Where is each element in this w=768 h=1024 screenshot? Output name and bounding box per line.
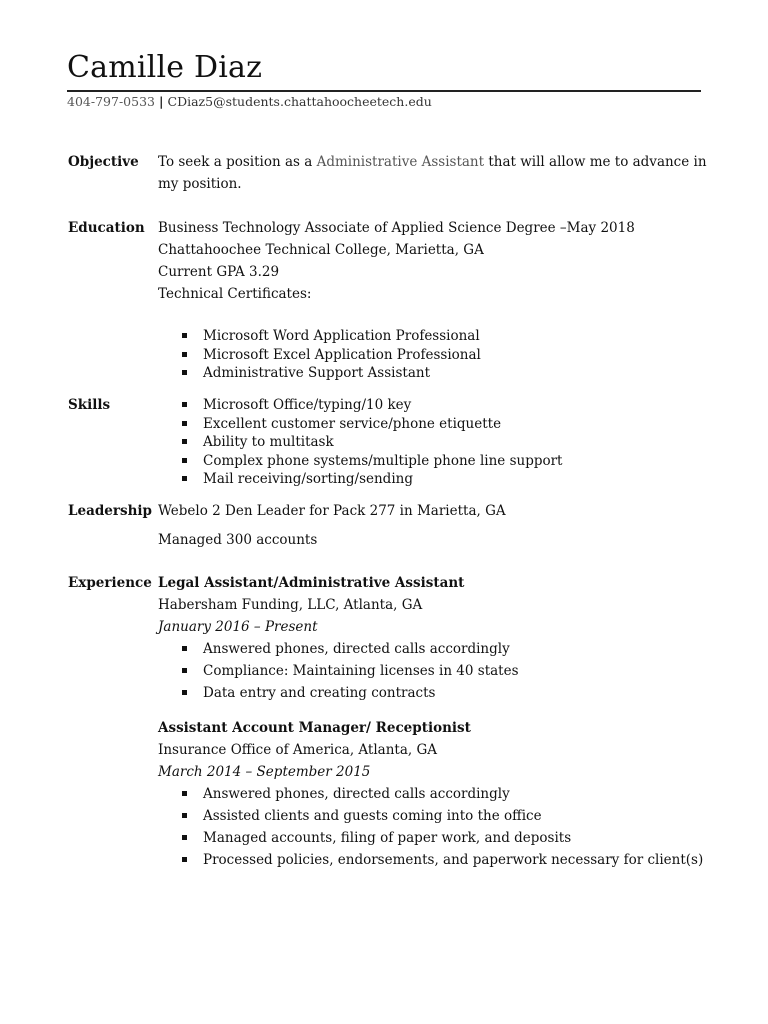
bullet-icon xyxy=(182,646,187,651)
candidate-name: Camille Diaz xyxy=(67,50,263,85)
list-item: Mail receiving/sorting/sending xyxy=(158,470,718,489)
section-label-objective: Objective xyxy=(68,154,139,170)
email-address: CDiaz5@students.chattahoocheetech.edu xyxy=(167,94,432,109)
bullet-icon xyxy=(182,333,187,338)
job-2-duties xyxy=(158,783,718,871)
list-item: Assisted clients and guests coming into the office xyxy=(158,805,718,827)
leadership-accounts-line: Managed 300 accounts xyxy=(158,532,318,548)
bullet-icon xyxy=(182,421,187,426)
list-item: Microsoft Excel Application Professional xyxy=(158,346,718,365)
certificates-list xyxy=(158,327,718,383)
bullet-icon xyxy=(182,690,187,695)
skills-list xyxy=(158,396,718,489)
list-item: Ability to multitask xyxy=(158,433,718,452)
bullet-icon xyxy=(182,835,187,840)
job-company: Habersham Funding, LLC, Atlanta, GA xyxy=(158,597,423,613)
bullet-icon xyxy=(182,668,187,673)
job-company: Insurance Office of America, Atlanta, GA xyxy=(158,742,438,758)
list-item: Answered phones, directed calls accordingly xyxy=(158,638,718,660)
list-item: Data entry and creating contracts xyxy=(158,682,718,704)
list-item: Compliance: Maintaining licenses in 40 states xyxy=(158,660,718,682)
contact-separator: | xyxy=(158,94,164,109)
objective-text-before: To seek a position as a xyxy=(158,154,317,170)
education-school: Chattahoochee Technical College, Marietta, GA xyxy=(158,242,484,258)
education-details xyxy=(158,217,698,305)
objective-text xyxy=(158,151,707,195)
list-item: Excellent customer service/phone etiquette xyxy=(158,415,718,434)
section-label-leadership: Leadership xyxy=(68,503,152,519)
bullet-icon xyxy=(182,813,187,818)
job-title: Legal Assistant/Administrative Assistant xyxy=(158,575,465,591)
objective-line-2: my position. xyxy=(158,176,242,192)
bullet-icon xyxy=(182,439,187,444)
education-certificates-heading: Technical Certificates: xyxy=(158,286,312,302)
job-1-duties xyxy=(158,638,718,704)
bullet-icon xyxy=(182,352,187,357)
job-dates: January 2016 – Present xyxy=(158,619,318,635)
job-title: Assistant Account Manager/ Receptionist xyxy=(158,720,471,736)
section-label-skills: Skills xyxy=(68,397,111,413)
section-label-experience: Experience xyxy=(68,575,152,591)
objective-text-after: that will allow me to advance in xyxy=(484,154,707,170)
header-rule xyxy=(67,90,701,92)
list-item: Processed policies, endorsements, and paperwork necessary for client(s) xyxy=(158,849,718,871)
list-item: Complex phone systems/multiple phone line support xyxy=(158,452,718,471)
bullet-icon xyxy=(182,370,187,375)
bullet-icon xyxy=(182,791,187,796)
bullet-icon xyxy=(182,402,187,407)
list-item: Managed accounts, filing of paper work, and deposits xyxy=(158,827,718,849)
leadership-details xyxy=(158,500,698,522)
bullet-icon xyxy=(182,458,187,463)
bullet-icon xyxy=(182,476,187,481)
job-dates: March 2014 – September 2015 xyxy=(158,764,371,780)
contact-line xyxy=(67,94,432,110)
job-1-header xyxy=(158,572,698,638)
education-gpa: Current GPA 3.29 xyxy=(158,264,280,280)
list-item: Answered phones, directed calls accordingly xyxy=(158,783,718,805)
objective-line-1 xyxy=(158,151,707,173)
objective-highlight: Administrative Assistant xyxy=(316,154,485,170)
bullet-icon xyxy=(182,857,187,862)
section-label-education: Education xyxy=(68,220,145,236)
list-item: Administrative Support Assistant xyxy=(158,364,718,383)
education-degree: Business Technology Associate of Applied Science Degree –May 2018 xyxy=(158,220,635,236)
job-2-header xyxy=(158,717,698,783)
phone-number: 404-797-0533 xyxy=(67,94,155,109)
leadership-role: Webelo 2 Den Leader for Pack 277 in Marietta, GA xyxy=(158,503,506,519)
leadership-accounts xyxy=(158,529,698,551)
list-item: Microsoft Word Application Professional xyxy=(158,327,718,346)
list-item: Microsoft Office/typing/10 key xyxy=(158,396,718,415)
